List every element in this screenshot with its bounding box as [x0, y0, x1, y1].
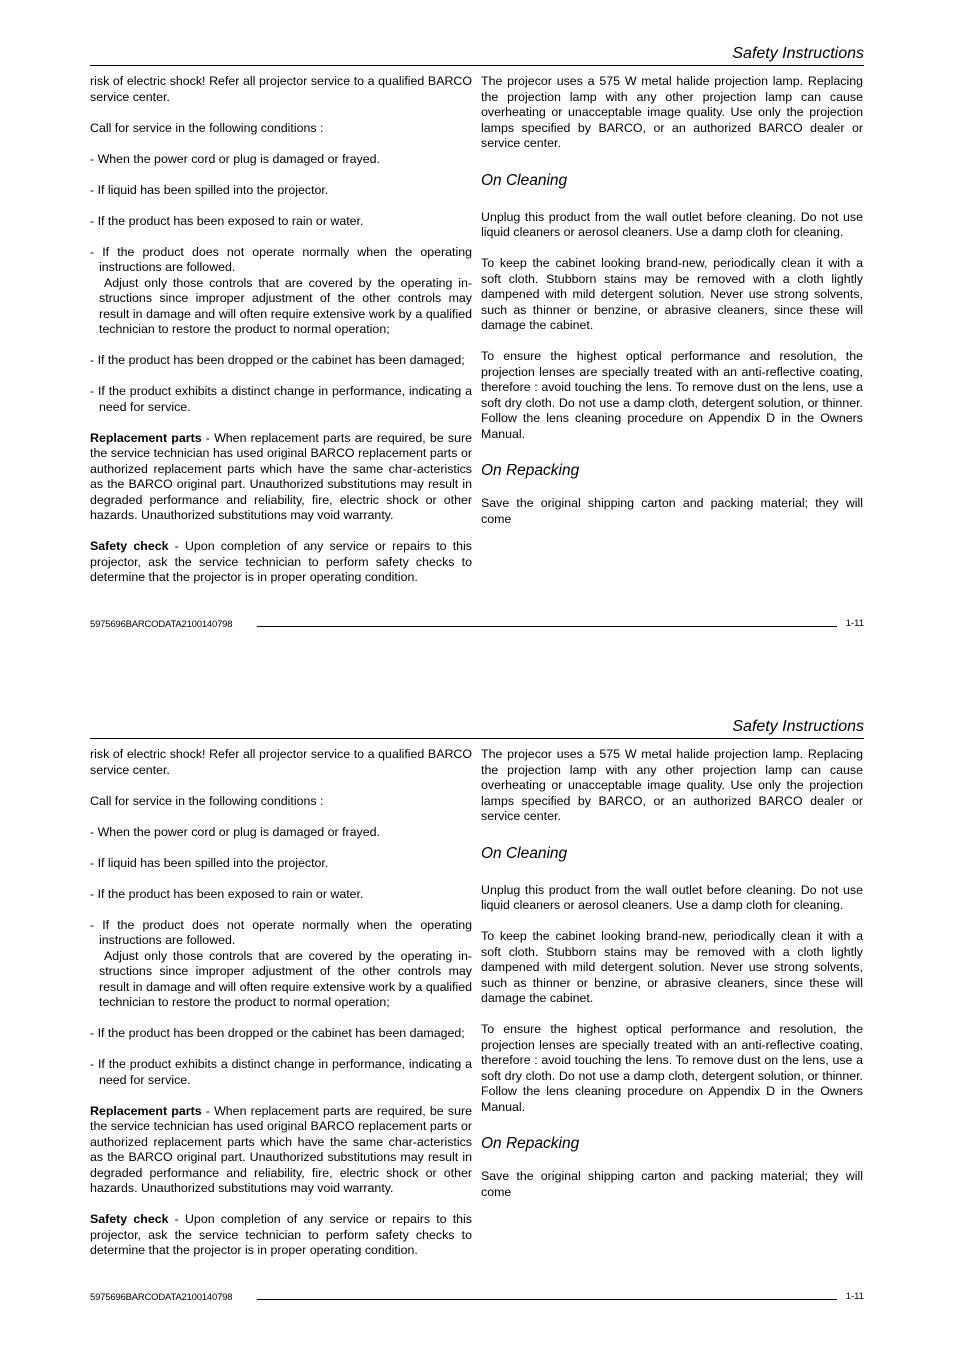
replacement-paragraph — [90, 1104, 472, 1197]
replacement-label: Replacement parts — [90, 430, 202, 445]
footer-code: 5975696BARCODATA2100140798 — [90, 1292, 233, 1303]
item-performance: - If the product exhibits a distinct change in performance, indicating a need for service. — [90, 384, 472, 414]
call-for-service: Call for service in the following conditions : — [90, 120, 324, 135]
header-rule — [90, 738, 864, 739]
replacement-label: Replacement parts — [90, 1103, 202, 1118]
lamp-paragraph: The projecor uses a 575 W metal halide projection lamp. Replacing the projection lamp with any other projection lamp can cause overheating or unacceptable image quality. Use only the projection lamps specified by BARCO, or an authorized BARCO dealer or service center. — [481, 74, 863, 150]
item-dropped: - If the product has been dropped or the cabinet has been damaged; — [90, 1026, 465, 1040]
cleaning-cabinet: To keep the cabinet looking brand-new, periodically clean it with a soft cloth. Stubborn stains may be removed with a cloth lightly dampened with mild detergent solution. Never use strong solvents, such as thinner or benzine, or abrasive cleaners, since these will damage the cabinet. — [481, 929, 863, 1005]
safety-check-text: - Upon completion of any service or repairs to this projector, ask the service technician to perform safety checks to determine that the projector is in proper operating condition. — [90, 539, 472, 584]
item-power-cord: - When the power cord or plug is damaged or frayed. — [90, 151, 380, 166]
lamp-paragraph: The projecor uses a 575 W metal halide projection lamp. Replacing the projection lamp with any other projection lamp can cause overheating or unacceptable image quality. Use only the projection lamps specified by BARCO, or an authorized BARCO dealer or service center. — [481, 747, 863, 823]
cleaning-cabinet: To keep the cabinet looking brand-new, periodically clean it with a soft cloth. Stubborn stains may be removed with a cloth lightly dampened with mild detergent solution. Never use strong solvents, such as thinner or benzine, or abrasive cleaners, since these will damage the cabinet. — [481, 256, 863, 332]
footer-page-number: 1-11 — [845, 618, 864, 629]
safety-check-label: Safety check — [90, 1212, 169, 1226]
item-performance: - If the product exhibits a distinct change in performance, indicating a need for service. — [90, 1057, 472, 1087]
repacking-paragraph: Save the original shipping carton and packing material; they will come — [481, 496, 863, 526]
item-adjust-controls: Adjust only those controls that are covered by the operating in-structions since improper adjustment of the other controls may result in damage and will often require extensive work by a qualified technician to restore the product to normal operation; — [99, 948, 472, 1009]
item-not-operate: - If the product does not operate normally when the operating instructions are followed. — [90, 244, 472, 274]
safety-check-text: - Upon completion of any service or repairs to this projector, ask the service technician to perform safety checks to determine that the projector is in proper operating condition. — [90, 1212, 472, 1257]
header-title: Safety Instructions — [732, 45, 864, 62]
call-for-service: Call for service in the following conditions : — [90, 793, 324, 808]
item-power-cord: - When the power cord or plug is damaged or frayed. — [90, 824, 380, 839]
cleaning-lens: To ensure the highest optical performance and resolution, the projection lenses are specially treated with an anti-reflective coating, therefore : avoid touching the lens. To remove dust on the lens, use a soft dry cloth. Do not use a damp cloth, detergent solution, or thinner. Follow the lens cleaning procedure on Appendix D in the Owners Manual. — [481, 349, 863, 441]
intro-paragraph: risk of electric shock! Refer all projector service to a qualified BARCO service center. — [90, 747, 472, 777]
header-rule — [90, 65, 864, 66]
item-dropped: - If the product has been dropped or the cabinet has been damaged; — [90, 353, 465, 367]
replacement-text: - When replacement parts are required, be sure the service technician has used original BARCO replacement parts or authorized replacement parts which have the same char-acteristics as the BARCO original part. Unauthorized substitutions may result in degraded performance and reliability, fire, electric shock or other hazards. Unauthorized substitutions may void warranty. — [90, 430, 472, 522]
cleaning-unplug: Unplug this product from the wall outlet before cleaning. Do not use liquid cleaners or aerosol cleaners. Use a damp cloth for cleaning. — [481, 209, 863, 239]
footer-page-number: 1-11 — [845, 1291, 864, 1302]
right-column — [481, 74, 863, 527]
footer-code: 5975696BARCODATA2100140798 — [90, 619, 233, 630]
safety-check-paragraph — [90, 1212, 472, 1259]
item-rain: - If the product has been exposed to rain or water. — [90, 213, 364, 228]
footer-rule — [257, 1299, 837, 1300]
intro-paragraph: risk of electric shock! Refer all projector service to a qualified BARCO service center. — [90, 74, 472, 104]
page-bottom — [0, 673, 954, 1333]
item-liquid: - If liquid has been spilled into the projector. — [90, 182, 329, 197]
item-not-operate: - If the product does not operate normally when the operating instructions are followed. — [90, 917, 472, 947]
right-column — [481, 747, 863, 1200]
item-rain: - If the product has been exposed to rain or water. — [90, 886, 364, 901]
repacking-heading: On Repacking — [481, 1135, 580, 1152]
safety-check-label: Safety check — [90, 539, 169, 553]
safety-check-paragraph — [90, 539, 472, 586]
header-title: Safety Instructions — [732, 718, 864, 735]
cleaning-heading: On Cleaning — [481, 844, 568, 862]
left-column — [90, 747, 472, 1259]
left-column — [90, 74, 472, 586]
replacement-paragraph — [90, 431, 472, 524]
cleaning-heading: On Cleaning — [481, 171, 568, 189]
footer-rule — [257, 626, 837, 627]
cleaning-lens: To ensure the highest optical performance and resolution, the projection lenses are specially treated with an anti-reflective coating, therefore : avoid touching the lens. To remove dust on the lens, use a soft dry cloth. Do not use a damp cloth, detergent solution, or thinner. Follow the lens cleaning procedure on Appendix D in the Owners Manual. — [481, 1022, 863, 1114]
item-adjust-controls: Adjust only those controls that are covered by the operating in-structions since improper adjustment of the other controls may result in damage and will often require extensive work by a qualified technician to restore the product to normal operation; — [99, 275, 472, 336]
replacement-text: - When replacement parts are required, be sure the service technician has used original BARCO replacement parts or authorized replacement parts which have the same char-acteristics as the BARCO original part. Unauthorized substitutions may result in degraded performance and reliability, fire, electric shock or other hazards. Unauthorized substitutions may void warranty. — [90, 1103, 472, 1195]
item-liquid: - If liquid has been spilled into the projector. — [90, 855, 329, 870]
repacking-heading: On Repacking — [481, 462, 580, 479]
repacking-paragraph: Save the original shipping carton and packing material; they will come — [481, 1169, 863, 1199]
cleaning-unplug: Unplug this product from the wall outlet before cleaning. Do not use liquid cleaners or aerosol cleaners. Use a damp cloth for cleaning. — [481, 882, 863, 912]
page-top — [0, 0, 954, 660]
